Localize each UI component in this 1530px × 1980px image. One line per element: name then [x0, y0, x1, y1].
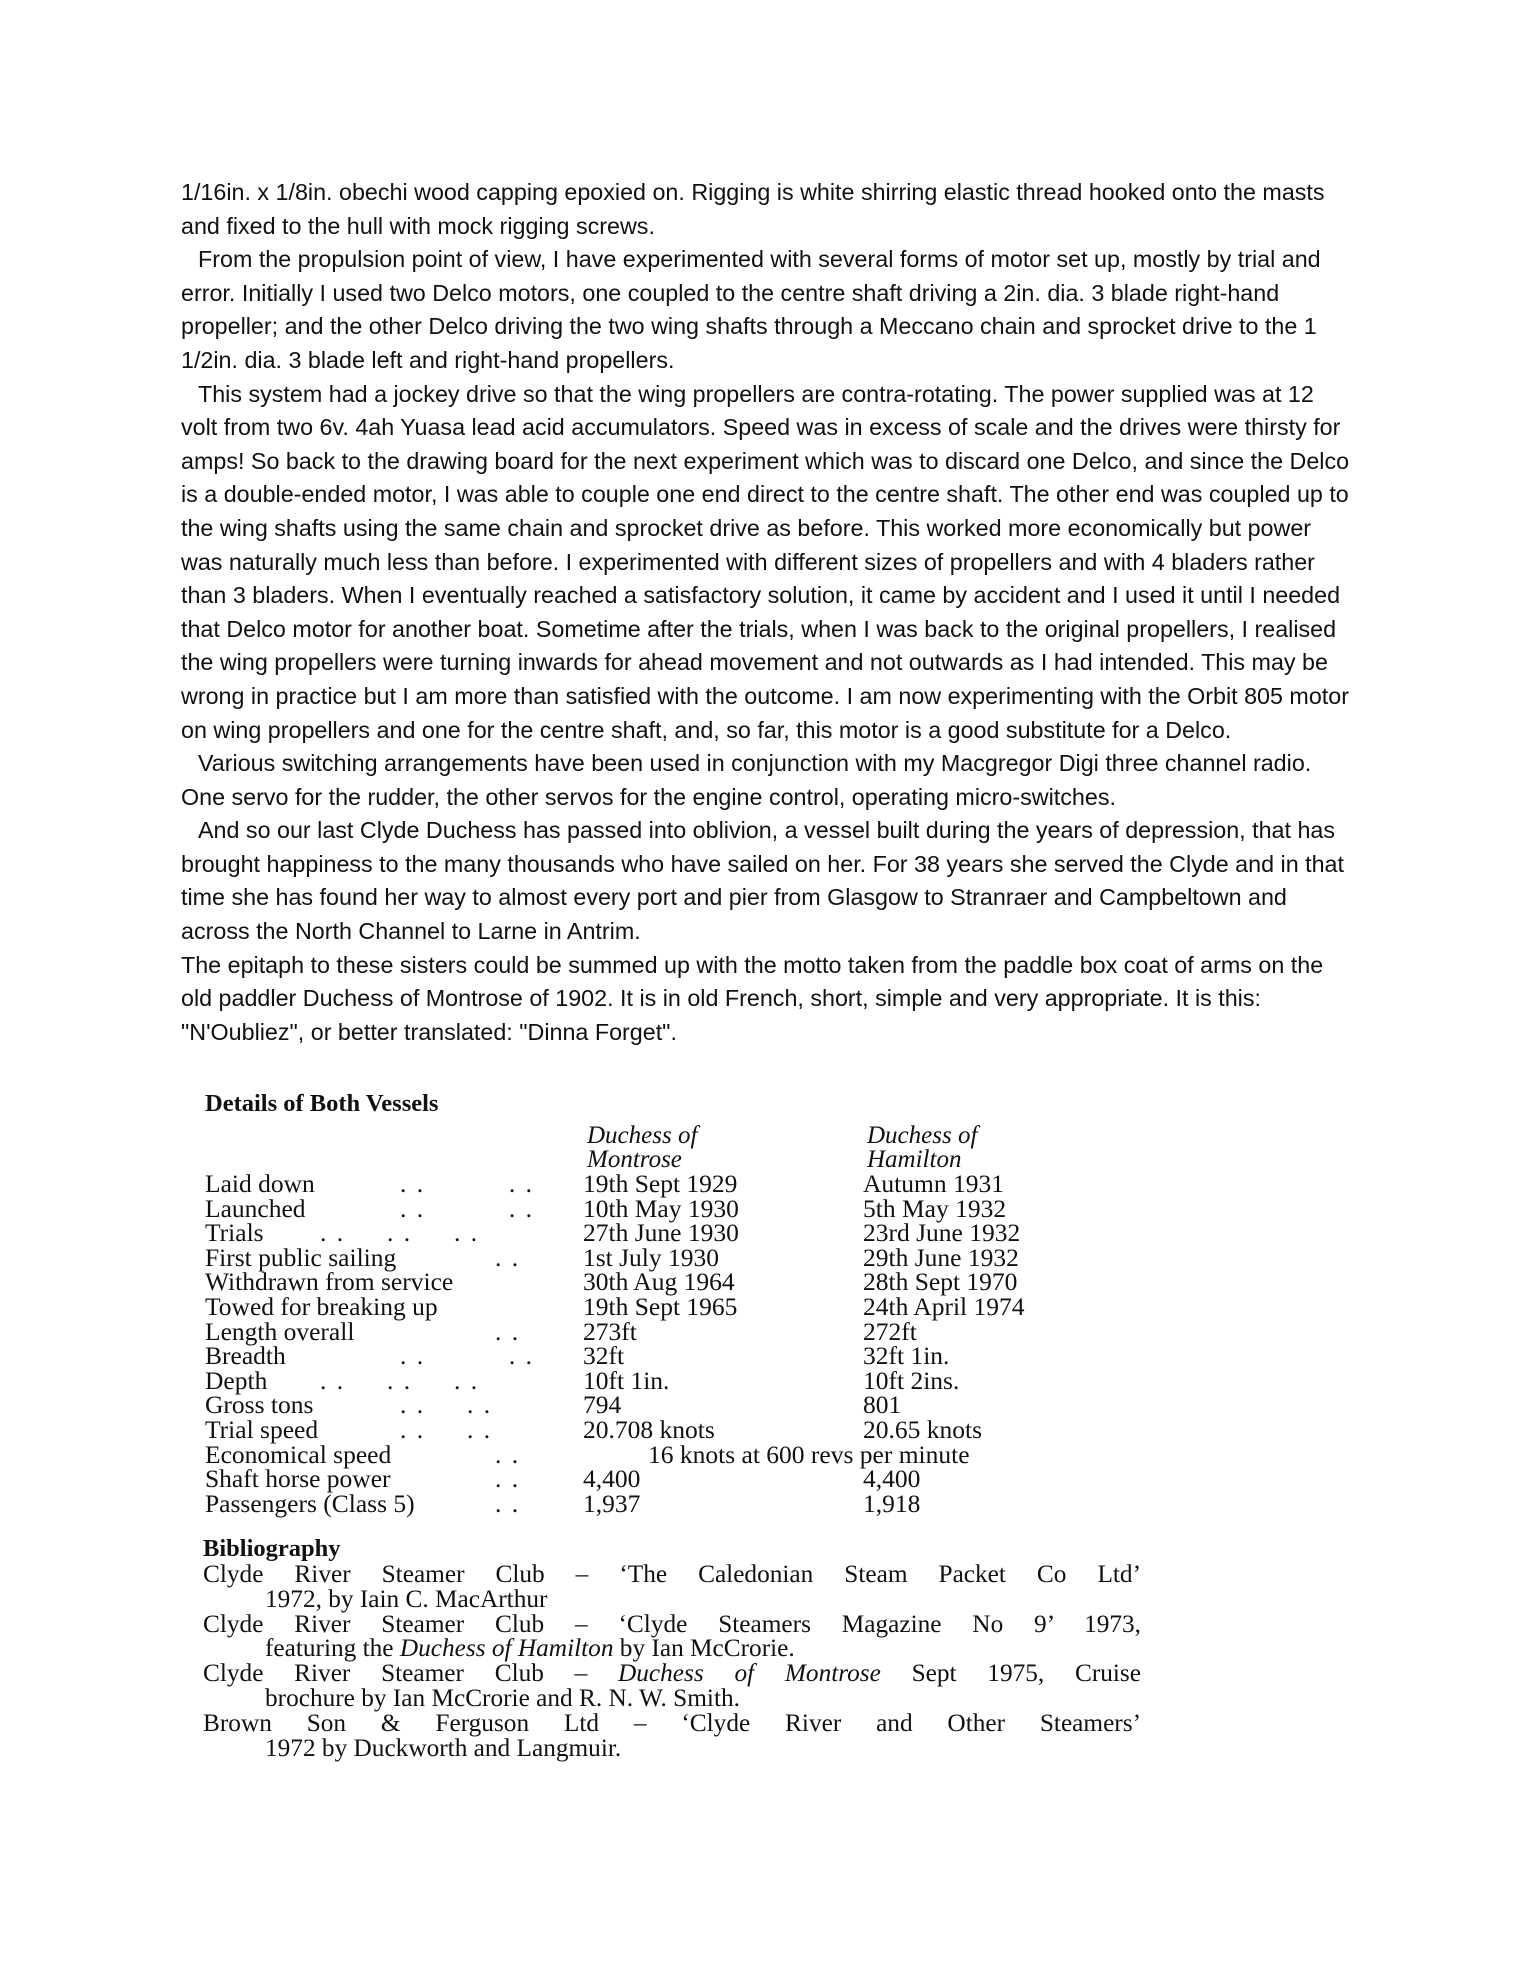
value-montrose: 30th Aug 1964 [583, 1267, 735, 1297]
details-row [205, 1365, 1105, 1395]
leader-dots: . . . . . . [320, 1365, 480, 1395]
paragraph-6: The epitaph to these sisters could be summed up with the motto taken from the paddle box coat of arms on the old paddler Duchess of Montrose of 1902. It is in old French, short, simple and very appropriate. It is this: "N'Oubliez", or better translated: "Dinna Forget". [181, 951, 1324, 1045]
leader-dots: . . . . [400, 1414, 493, 1444]
value-montrose: 19th Sept 1965 [583, 1291, 738, 1321]
entry-text: Clyde River Steamer Club – [203, 1659, 618, 1688]
row-label: Breadth [205, 1341, 286, 1371]
row-label: Passengers (Class 5) [205, 1488, 415, 1518]
column-header-hamilton-line1: Duchess of [867, 1122, 978, 1149]
value-hamilton: 29th June 1932 [863, 1242, 1019, 1272]
leader-dots: . . [495, 1439, 521, 1469]
entry-vessel-name: Duchess of Montrose [618, 1659, 881, 1688]
value-montrose: 27th June 1930 [583, 1218, 739, 1248]
entry-first-line [203, 1661, 1141, 1686]
leader-dots: . . . . [400, 1193, 534, 1223]
bibliography-entry [203, 1661, 1143, 1711]
details-row [205, 1488, 1105, 1518]
paragraph-4: Various switching arrangements have been used in conjunction with my Macgregor Digi three channel radio. One servo for the rudder, the other servos for the engine control, operating micro-switches. [181, 750, 1312, 810]
details-title: Details of Both Vessels [205, 1090, 439, 1117]
details-row [205, 1316, 1105, 1346]
row-label: Towed for breaking up [205, 1291, 438, 1321]
details-row [205, 1169, 1105, 1198]
value-montrose: 4,400 [583, 1464, 641, 1494]
row-shared-value: 16 knots at 600 revs per minute [648, 1439, 970, 1469]
value-hamilton: 28th Sept 1970 [863, 1267, 1018, 1297]
entry-continuation [203, 1636, 1143, 1661]
bibliography-entry [203, 1609, 1143, 1663]
entry-vessel-name: Duchess of Hamilton [399, 1634, 614, 1663]
leader-dots: . . . . [400, 1390, 493, 1420]
value-montrose: 1,937 [583, 1488, 641, 1518]
bibliography [203, 1536, 1143, 1760]
value-montrose: 19th Sept 1929 [583, 1169, 738, 1198]
leader-dots: . . [495, 1316, 521, 1346]
entry-text: featuring the [265, 1634, 400, 1663]
entry-first-line: Brown Son & Ferguson Ltd – ‘Clyde River and Other Steamers’ [203, 1708, 1141, 1737]
value-montrose: 20.708 knots [583, 1414, 715, 1444]
row-label: Trial speed [205, 1414, 319, 1444]
paragraph-3: This system had a jockey drive so that the wing propellers are contra-rotating. The power supplied was at 12 volt from two 6v. 4ah Yuasa lead acid accumulators. Speed was in excess of scale and the drives were thirsty for amps! So back to the drawing board for the next experiment which was to discard one Delco, and since the Delco is a double-ended motor, I was able to couple one end direct to the centre shaft. The other end was coupled up to the wing shafts using the same chain and sprocket drive as before. This worked more economically but power was naturally much less than before. I experimented with different sizes of propellers and with 4 bladers rather than 3 bladers. When I eventually reached a satisfactory solution, it came by accident and I used it until I needed that Delco motor for another boat. Sometime after the trials, when I was back to the original propellers, I realised the wing propellers were turning inwards for ahead movement and not outwards as I had intended. This may be wrong in practice but I am more than satisfied with the outcome. I am now experimenting with the Orbit 805 motor on wing propellers and one for the centre shaft, and, so far, this motor is a good substitute for a Delco. [181, 380, 1350, 743]
entry-first-line: Clyde River Steamer Club – ‘The Caledonian Steam Packet Co Ltd’ [203, 1560, 1141, 1588]
entry-text: Sept 1975, Cruise [880, 1659, 1141, 1688]
row-label: Laid down [205, 1169, 315, 1198]
column-header-montrose [587, 1124, 837, 1172]
bibliography-title: Bibliography [203, 1535, 341, 1562]
value-hamilton: 4,400 [863, 1464, 921, 1494]
row-label: Withdrawn from service [205, 1267, 454, 1297]
entry-continuation: 1972, by Iain C. MacArthur [265, 1584, 548, 1613]
value-montrose: 10th May 1930 [583, 1193, 739, 1223]
value-hamilton: 23rd June 1932 [863, 1218, 1021, 1248]
value-hamilton: 20.65 knots [863, 1414, 983, 1444]
details-row [205, 1291, 1105, 1321]
row-label: Trials [205, 1218, 264, 1248]
leader-dots: . . . . . . [320, 1218, 480, 1248]
entry-continuation: 1972 by Duckworth and Langmuir. [265, 1733, 622, 1762]
leader-dots: . . [495, 1488, 521, 1518]
column-header-hamilton [867, 1124, 1117, 1172]
row-label: Depth [205, 1365, 268, 1395]
column-header-hamilton-line2: Hamilton [867, 1146, 962, 1173]
value-hamilton: 1,918 [863, 1488, 921, 1518]
column-header-montrose-line1: Duchess of [587, 1122, 698, 1149]
value-hamilton: Autumn 1931 [863, 1169, 1004, 1198]
paragraph-1: 1/16in. x 1/8in. obechi wood capping epoxied on. Rigging is white shirring elastic thread hooked onto the masts and fixed to the hull with mock rigging screws. [181, 179, 1325, 239]
bibliography-entry [203, 1708, 1143, 1762]
entry-first-line: Clyde River Steamer Club – ‘Clyde Steamers Magazine No 9’ 1973, [203, 1609, 1141, 1638]
vessel-column-headers [205, 1124, 1105, 1172]
row-label: Launched [205, 1193, 306, 1223]
row-label: First public sailing [205, 1242, 397, 1272]
column-header-montrose-line2: Montrose [587, 1146, 682, 1173]
value-hamilton: 24th April 1974 [863, 1291, 1025, 1321]
value-hamilton: 32ft 1in. [863, 1341, 950, 1371]
row-label: Length overall [205, 1316, 355, 1346]
paragraph-5: And so our last Clyde Duchess has passed into oblivion, a vessel built during the years of depression, that has brought happiness to the many thousands who have sailed on her. For 38 years she served the Clyde and in that time she has found her way to almost every port and pier from Glasgow to Stranraer and Campbeltown and across the North Channel to Larne in Antrim. [181, 817, 1344, 945]
value-hamilton: 10ft 2ins. [863, 1365, 960, 1395]
entry-text: by Ian McCrorie. [613, 1634, 795, 1663]
value-hamilton: 272ft [863, 1316, 917, 1346]
row-label: Gross tons [205, 1390, 314, 1420]
row-label: Shaft horse power [205, 1464, 391, 1494]
row-label: Economical speed [205, 1439, 392, 1469]
leader-dots: . . [495, 1464, 521, 1494]
article-body [181, 176, 1351, 1049]
entry-continuation: brochure by Ian McCrorie and R. N. W. Smith. [265, 1683, 740, 1712]
bibliography-entry [203, 1562, 1143, 1612]
details-rows [205, 1169, 1105, 1518]
value-montrose: 10ft 1in. [583, 1365, 670, 1395]
leader-dots: . . [495, 1242, 521, 1272]
value-hamilton: 5th May 1932 [863, 1193, 1007, 1223]
value-montrose: 32ft [583, 1341, 625, 1371]
vessel-details-table [205, 1090, 1105, 1516]
value-montrose: 1st July 1930 [583, 1242, 720, 1272]
value-montrose: 794 [583, 1390, 622, 1420]
paragraph-2: From the propulsion point of view, I have experimented with several forms of motor set up, mostly by trial and error. Initially I used two Delco motors, one coupled to the centre shaft driving a 2in. dia. 3 blade right-hand propeller; and the other Delco driving the two wing shafts through a Meccano chain and sprocket drive to the 1 1/2in. dia. 3 blade left and right-hand propellers. [181, 246, 1321, 373]
details-row [205, 1414, 1105, 1444]
leader-dots: . . . . [400, 1169, 534, 1198]
value-montrose: 273ft [583, 1316, 637, 1346]
leader-dots: . . . . [400, 1341, 534, 1371]
value-hamilton: 801 [863, 1390, 902, 1420]
